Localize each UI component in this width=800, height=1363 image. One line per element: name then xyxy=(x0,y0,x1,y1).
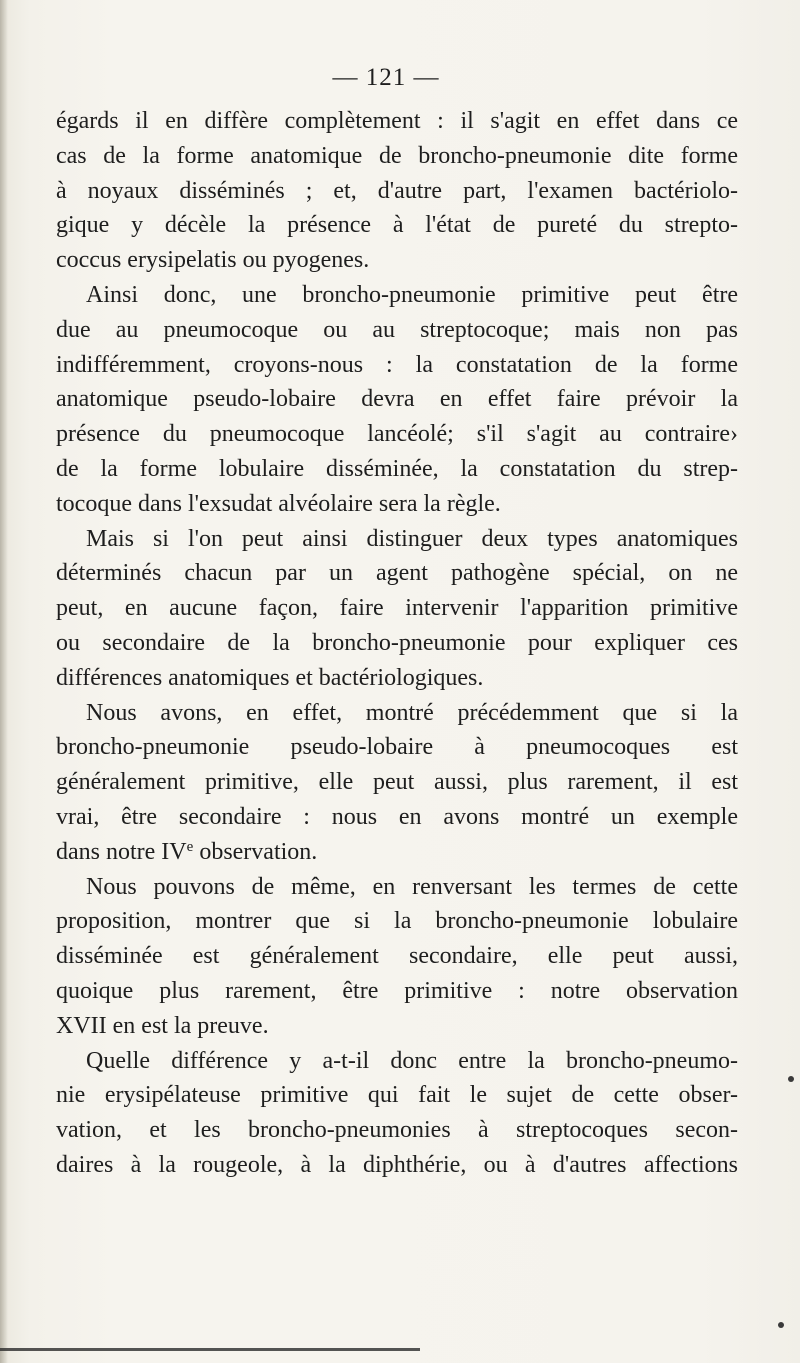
body-text xyxy=(56,104,738,1183)
text-line: généralement primitive, elle peut aussi, plus rarement, il est xyxy=(56,769,738,796)
text-line: proposition, montrer que si la broncho-pneumonie lobulaire xyxy=(56,908,738,935)
text-line: nie erysipélateuse primitive qui fait le sujet de cette obser- xyxy=(56,1082,738,1109)
text-line: indifféremment, croyons-nous : la constatation de la forme xyxy=(56,351,738,378)
text-line: présence du pneumocoque lancéolé; s'il s'agit au contraire› xyxy=(56,421,738,448)
text-line: broncho-pneumonie pseudo-lobaire à pneumocoques est xyxy=(56,734,738,761)
text-line: différences anatomiques et bactériologiques. xyxy=(56,664,484,691)
text-line: anatomique pseudo-lobaire devra en effet faire prévoir la xyxy=(56,386,738,413)
text-segment: dans notre IV xyxy=(56,838,187,865)
text-line: XVII en est la preuve. xyxy=(56,1012,269,1039)
text-line: coccus erysipelatis ou pyogenes. xyxy=(56,247,370,274)
text-line: due au pneumocoque ou au streptocoque; mais non pas xyxy=(56,316,738,343)
text-line: à noyaux disséminés ; et, d'autre part, l'examen bactériolo- xyxy=(56,177,738,204)
text-line: de la forme lobulaire disséminée, la constatation du strep- xyxy=(56,455,738,482)
page-number: — 121 — xyxy=(332,64,440,91)
paper-speck xyxy=(788,1076,794,1082)
text-line: Nous avons, en effet, montré précédemment que si la xyxy=(86,699,738,726)
text-line: gique y décèle la présence à l'état de pureté du strepto- xyxy=(56,212,738,239)
text-line: vrai, être secondaire : nous en avons montré un exemple xyxy=(56,803,738,830)
text-line: daires à la rougeole, à la diphthérie, ou à d'autres affections xyxy=(56,1151,738,1178)
text-line: Nous pouvons de même, en renversant les termes de cette xyxy=(86,873,738,900)
bottom-rule xyxy=(0,1348,420,1351)
superscript: e xyxy=(186,838,194,855)
text-line: vation, et les broncho-pneumonies à streptocoques secon- xyxy=(56,1117,738,1144)
text-line: ou secondaire de la broncho-pneumonie pour expliquer ces xyxy=(56,629,738,656)
text-line: Mais si l'on peut ainsi distinguer deux types anatomiques xyxy=(86,525,738,552)
text-line xyxy=(56,835,738,870)
text-line: tocoque dans l'exsudat alvéolaire sera la règle. xyxy=(56,490,501,517)
text-line: peut, en aucune façon, faire intervenir l'apparition primitive xyxy=(56,595,738,622)
text-line: Ainsi donc, une broncho-pneumonie primitive peut être xyxy=(86,281,738,308)
text-line: quoique plus rarement, être primitive : notre observation xyxy=(56,977,738,1004)
text-line: cas de la forme anatomique de broncho-pneumonie dite forme xyxy=(56,142,738,169)
text-line: Quelle différence y a-t-il donc entre la broncho-pneumo- xyxy=(86,1047,738,1074)
text-line: disséminée est généralement secondaire, elle peut aussi, xyxy=(56,943,738,970)
paper-speck xyxy=(778,1322,784,1328)
text-segment: observation. xyxy=(193,838,318,865)
page-binding-edge xyxy=(0,0,8,1363)
text-line: égards il en diffère complètement : il s'agit en effet dans ce xyxy=(56,108,738,134)
text-line: déterminés chacun par un agent pathogène spécial, on ne xyxy=(56,560,738,587)
